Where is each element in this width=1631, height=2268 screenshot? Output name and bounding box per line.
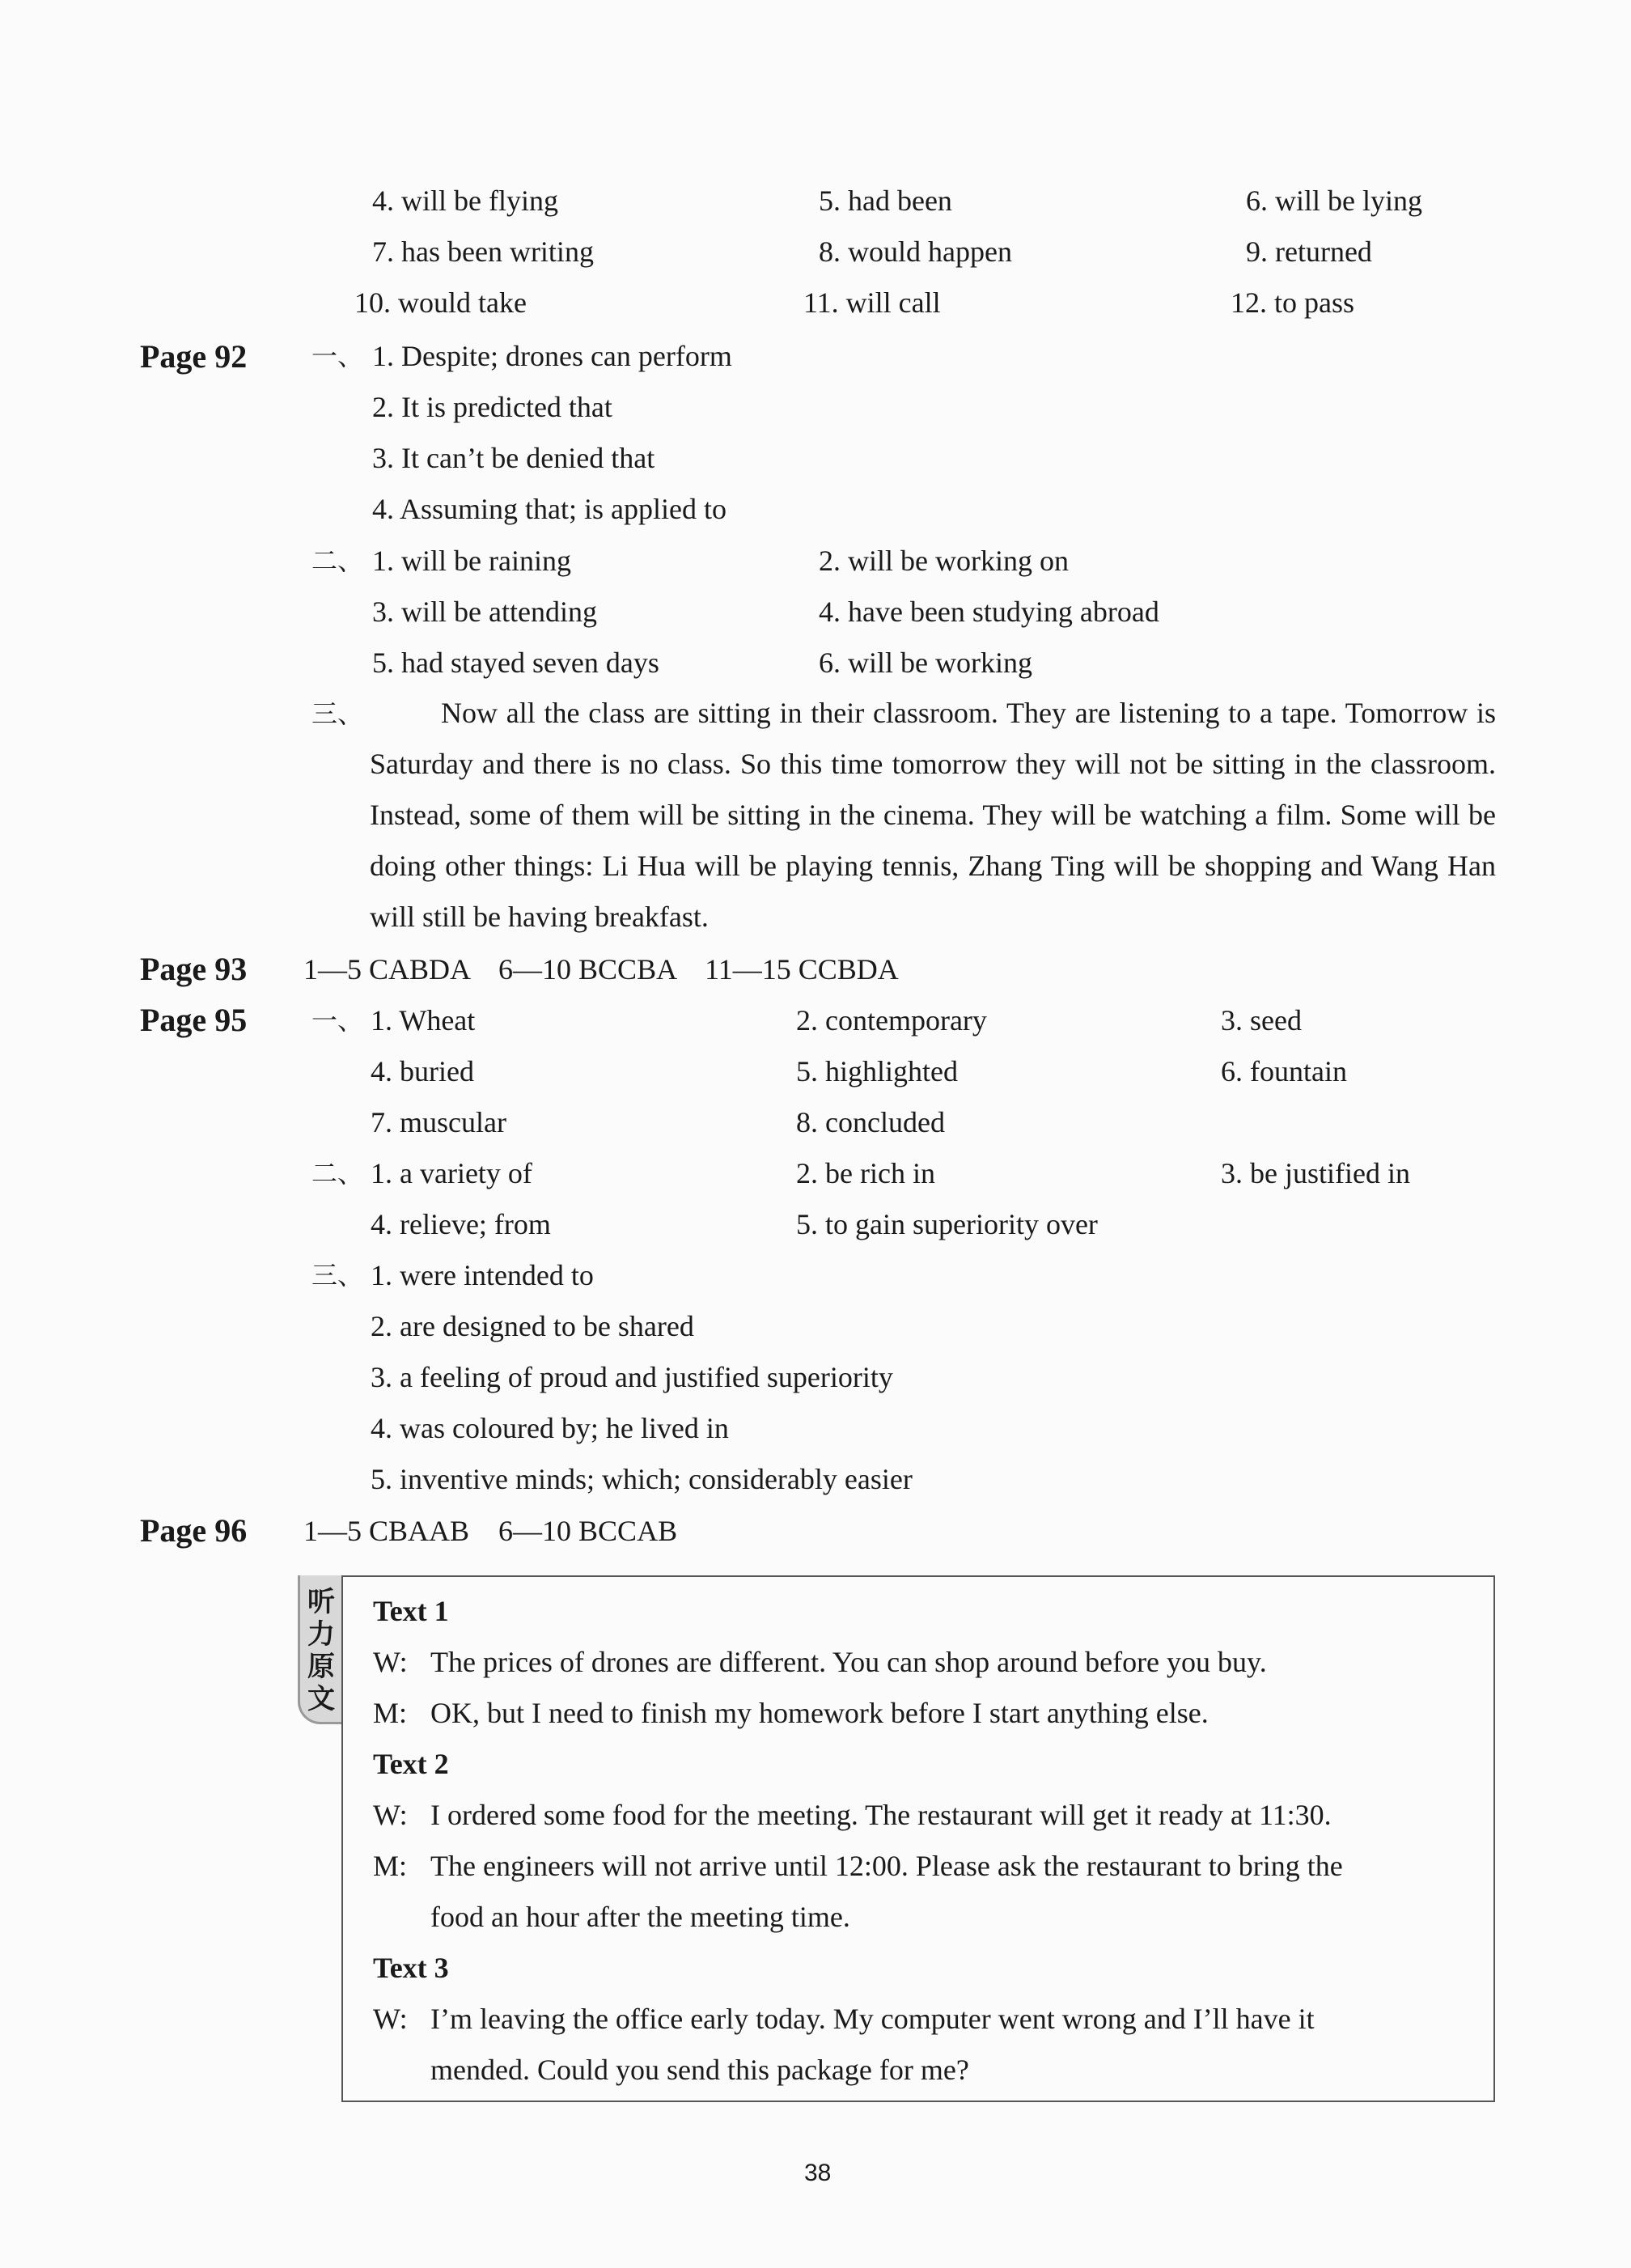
page-label: Page 93 — [140, 951, 248, 987]
answer-item: 5. highlighted — [796, 1055, 958, 1087]
answer-item: 3. seed — [1221, 1004, 1302, 1036]
section-marker: 一、 — [311, 341, 364, 371]
answer-item: 1. Despite; drones can perform — [372, 340, 732, 372]
answer-key: 1—5 CABDA 6—10 BCCBA 11—15 CCBDA — [303, 953, 899, 986]
answer-item: 11. will call — [803, 286, 941, 319]
answer-key: 1—5 CBAAB 6—10 BCCAB — [303, 1515, 678, 1547]
page-label: Page 95 — [140, 1002, 248, 1038]
answer-item: 6. will be working — [819, 646, 1032, 679]
section-marker: 一、 — [311, 1005, 364, 1036]
answer-item: 5. to gain superiority over — [796, 1208, 1098, 1240]
answer-item: 1. were intended to — [371, 1259, 594, 1291]
answer-item: 4. buried — [371, 1055, 474, 1087]
dialogue-line: The prices of drones are different. You can shop around before you buy. — [430, 1646, 1267, 1678]
answer-item: 6. will be lying — [1246, 184, 1422, 217]
answer-item: 12. to pass — [1231, 286, 1354, 319]
answer-item: 5. had stayed seven days — [372, 646, 659, 679]
answer-item: 6. fountain — [1221, 1055, 1347, 1087]
answer-item: 5. inventive minds; which; considerably easier — [371, 1463, 913, 1495]
answer-item: 4. was coloured by; he lived in — [371, 1412, 729, 1444]
answer-item: 1. will be raining — [372, 545, 571, 577]
page-label: Page 96 — [140, 1512, 248, 1549]
speaker-label: M: — [373, 1850, 408, 1882]
answer-item: 2. contemporary — [796, 1004, 987, 1036]
text-title: Text 1 — [373, 1595, 449, 1627]
answer-item: 3. will be attending — [372, 596, 597, 628]
answer-item: 4. relieve; from — [371, 1208, 551, 1240]
dialogue-line: I’m leaving the office early today. My computer went wrong and I’ll have it — [430, 2003, 1315, 2035]
page-label: Page 92 — [140, 338, 248, 375]
answer-item: 1. a variety of — [371, 1157, 532, 1189]
answer-item: 3. It can’t be denied that — [372, 442, 655, 474]
answer-item: 9. returned — [1246, 235, 1372, 268]
answer-item: 7. has been writing — [372, 235, 594, 268]
text-title: Text 2 — [373, 1748, 449, 1780]
speaker-label: M: — [373, 1697, 408, 1729]
speaker-label: W: — [373, 2003, 408, 2035]
speaker-label: W: — [373, 1646, 408, 1678]
answer-item: 3. a feeling of proud and justified superiority — [371, 1361, 893, 1393]
answer-item: 2. be rich in — [796, 1157, 935, 1189]
answer-item: 5. had been — [819, 184, 952, 217]
dialogue-line: food an hour after the meeting time. — [430, 1901, 850, 1933]
answer-item: 4. will be flying — [372, 184, 558, 217]
answer-item: 4. have been studying abroad — [819, 596, 1159, 628]
speaker-label: W: — [373, 1799, 408, 1831]
answer-item: 2. will be working on — [819, 545, 1069, 577]
passage-paragraph — [370, 688, 1496, 943]
answer-item: 1. Wheat — [371, 1004, 476, 1036]
answer-item: 7. muscular — [371, 1106, 506, 1138]
answer-item: 2. are designed to be shared — [371, 1310, 694, 1342]
page-number: 38 — [804, 2160, 832, 2186]
dialogue-line: mended. Could you send this package for me? — [430, 2054, 969, 2086]
dialogue-line: The engineers will not arrive until 12:00. Please ask the restaurant to bring the — [430, 1850, 1343, 1882]
dialogue-line: OK, but I need to finish my homework before I start anything else. — [430, 1697, 1209, 1729]
section-marker: 二、 — [311, 545, 364, 576]
answer-item: 10. would take — [354, 286, 527, 319]
section-marker: 三、 — [311, 1260, 364, 1291]
text-title: Text 3 — [373, 1952, 449, 1984]
section-marker: 三、 — [311, 698, 364, 729]
section-marker: 二、 — [311, 1158, 364, 1189]
answer-item: 8. would happen — [819, 235, 1012, 268]
answer-item: 3. be justified in — [1221, 1157, 1410, 1189]
answer-item: 4. Assuming that; is applied to — [372, 493, 727, 525]
dialogue-line: I ordered some food for the meeting. The restaurant will get it ready at 11:30. — [430, 1799, 1332, 1831]
transcript-tab-label: 听力原文 — [307, 1586, 335, 1715]
answer-item: 2. It is predicted that — [372, 391, 612, 423]
passage-text: Now all the class are sitting in their classroom. They are listening to a tape. Tomorrow is Saturday and there is no class. So this time tomorrow they will not be sitting in the classroom. Instead, some of them will be sitting in the cinema. They will be watching a film. Some will be doing other things: Li Hua will be playing tennis, Zhang Ting will be shopping and Wang Han will still be having breakfast. — [370, 697, 1496, 933]
answer-item: 8. concluded — [796, 1106, 945, 1138]
